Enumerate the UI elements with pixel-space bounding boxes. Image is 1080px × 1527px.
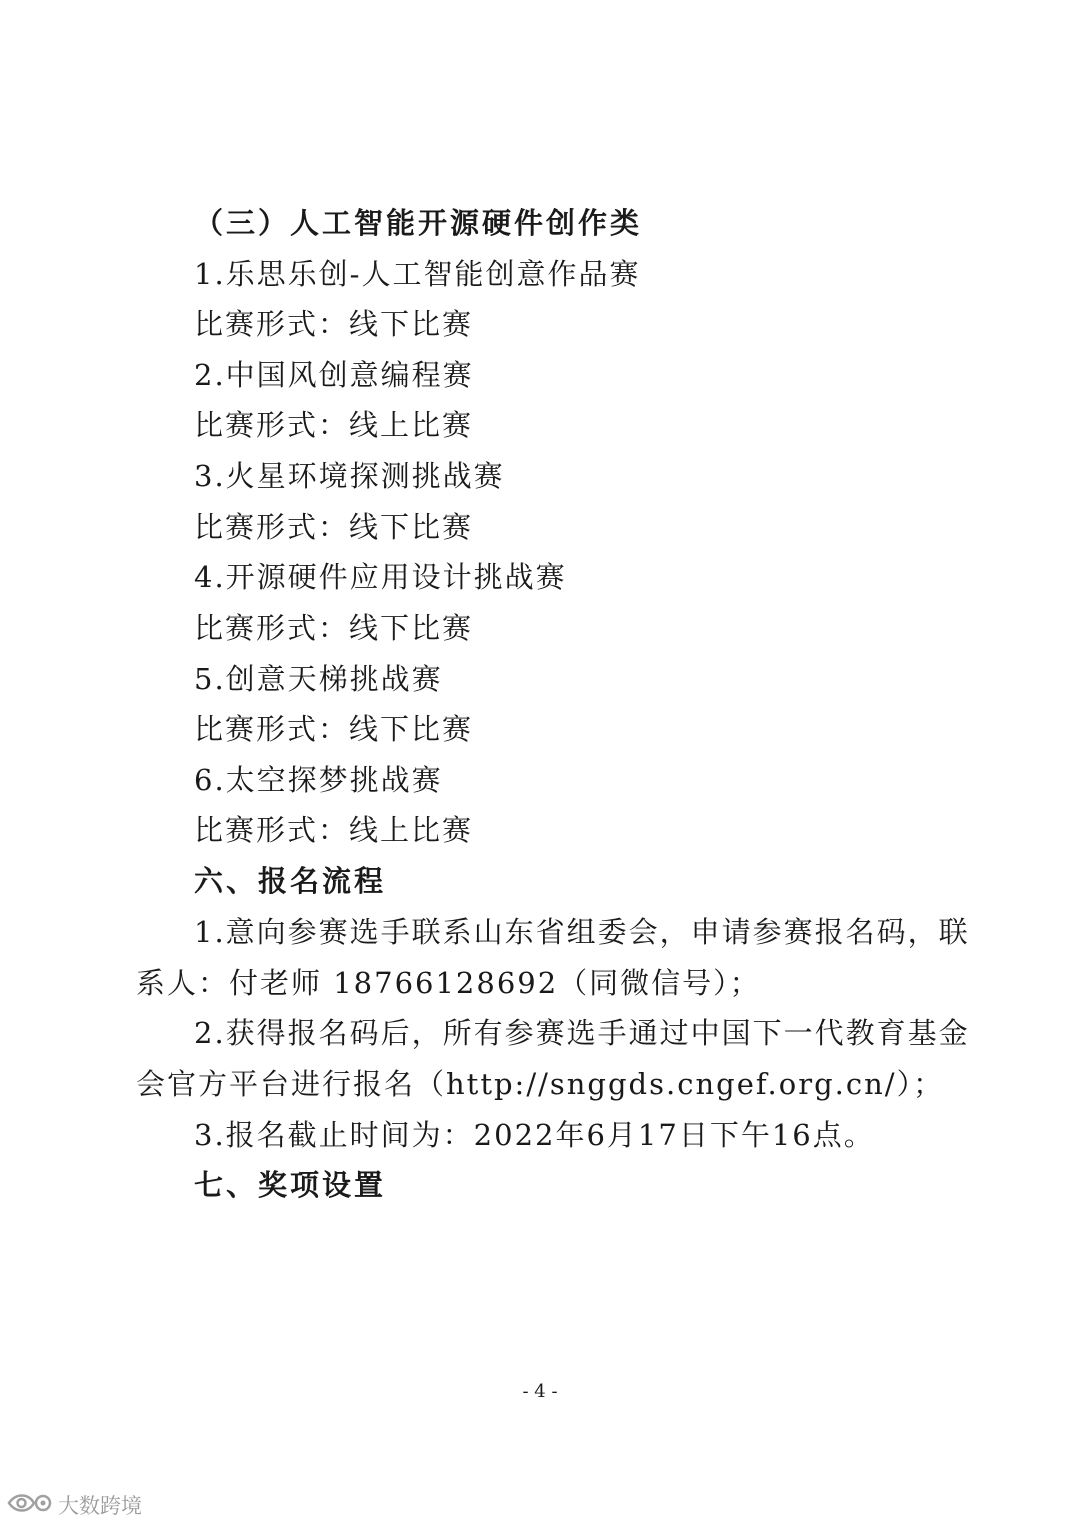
registration-step1-line1: 1.意向参赛选手联系山东省组委会，申请参赛报名码，联: [194, 915, 970, 949]
item-2-format: 比赛形式：线上比赛: [194, 408, 474, 442]
item-1-format: 比赛形式：线下比赛: [194, 307, 474, 341]
section-heading: （三）人工智能开源硬件创作类: [194, 206, 643, 240]
item-5-format: 比赛形式：线下比赛: [194, 712, 474, 746]
item-6-title: 6.太空探梦挑战赛: [194, 763, 443, 797]
item-3-title: 3.火星环境探测挑战赛: [194, 459, 505, 493]
item-4-title: 4.开源硬件应用设计挑战赛: [194, 560, 567, 594]
registration-step2-line1: 2.获得报名码后，所有参赛选手通过中国下一代教育基金: [194, 1016, 970, 1050]
registration-step3: 3.报名截止时间为：2022年6月17日下午16点。: [194, 1118, 875, 1152]
registration-heading: 六、报名流程: [194, 864, 387, 898]
page-number: - 4 -: [522, 1381, 558, 1402]
registration-step1-line2: 系人：付老师 18766128692（同微信号）；: [136, 966, 761, 1000]
awards-heading: 七、奖项设置: [194, 1168, 387, 1202]
item-4-format: 比赛形式：线下比赛: [194, 611, 474, 645]
item-1-title: 1.乐思乐创-人工智能创意作品赛: [194, 257, 641, 291]
item-5-title: 5.创意天梯挑战赛: [194, 662, 443, 696]
item-3-format: 比赛形式：线下比赛: [194, 510, 474, 544]
eye-logo-icon: [6, 1489, 54, 1522]
item-2-title: 2.中国风创意编程赛: [194, 358, 474, 392]
registration-step2-line2: 会官方平台进行报名（http://snggds.cngef.org.cn/）；: [136, 1067, 945, 1101]
item-6-format: 比赛形式：线上比赛: [194, 813, 474, 847]
watermark: [6, 1490, 142, 1520]
watermark-text: 大数跨境: [58, 1494, 142, 1518]
